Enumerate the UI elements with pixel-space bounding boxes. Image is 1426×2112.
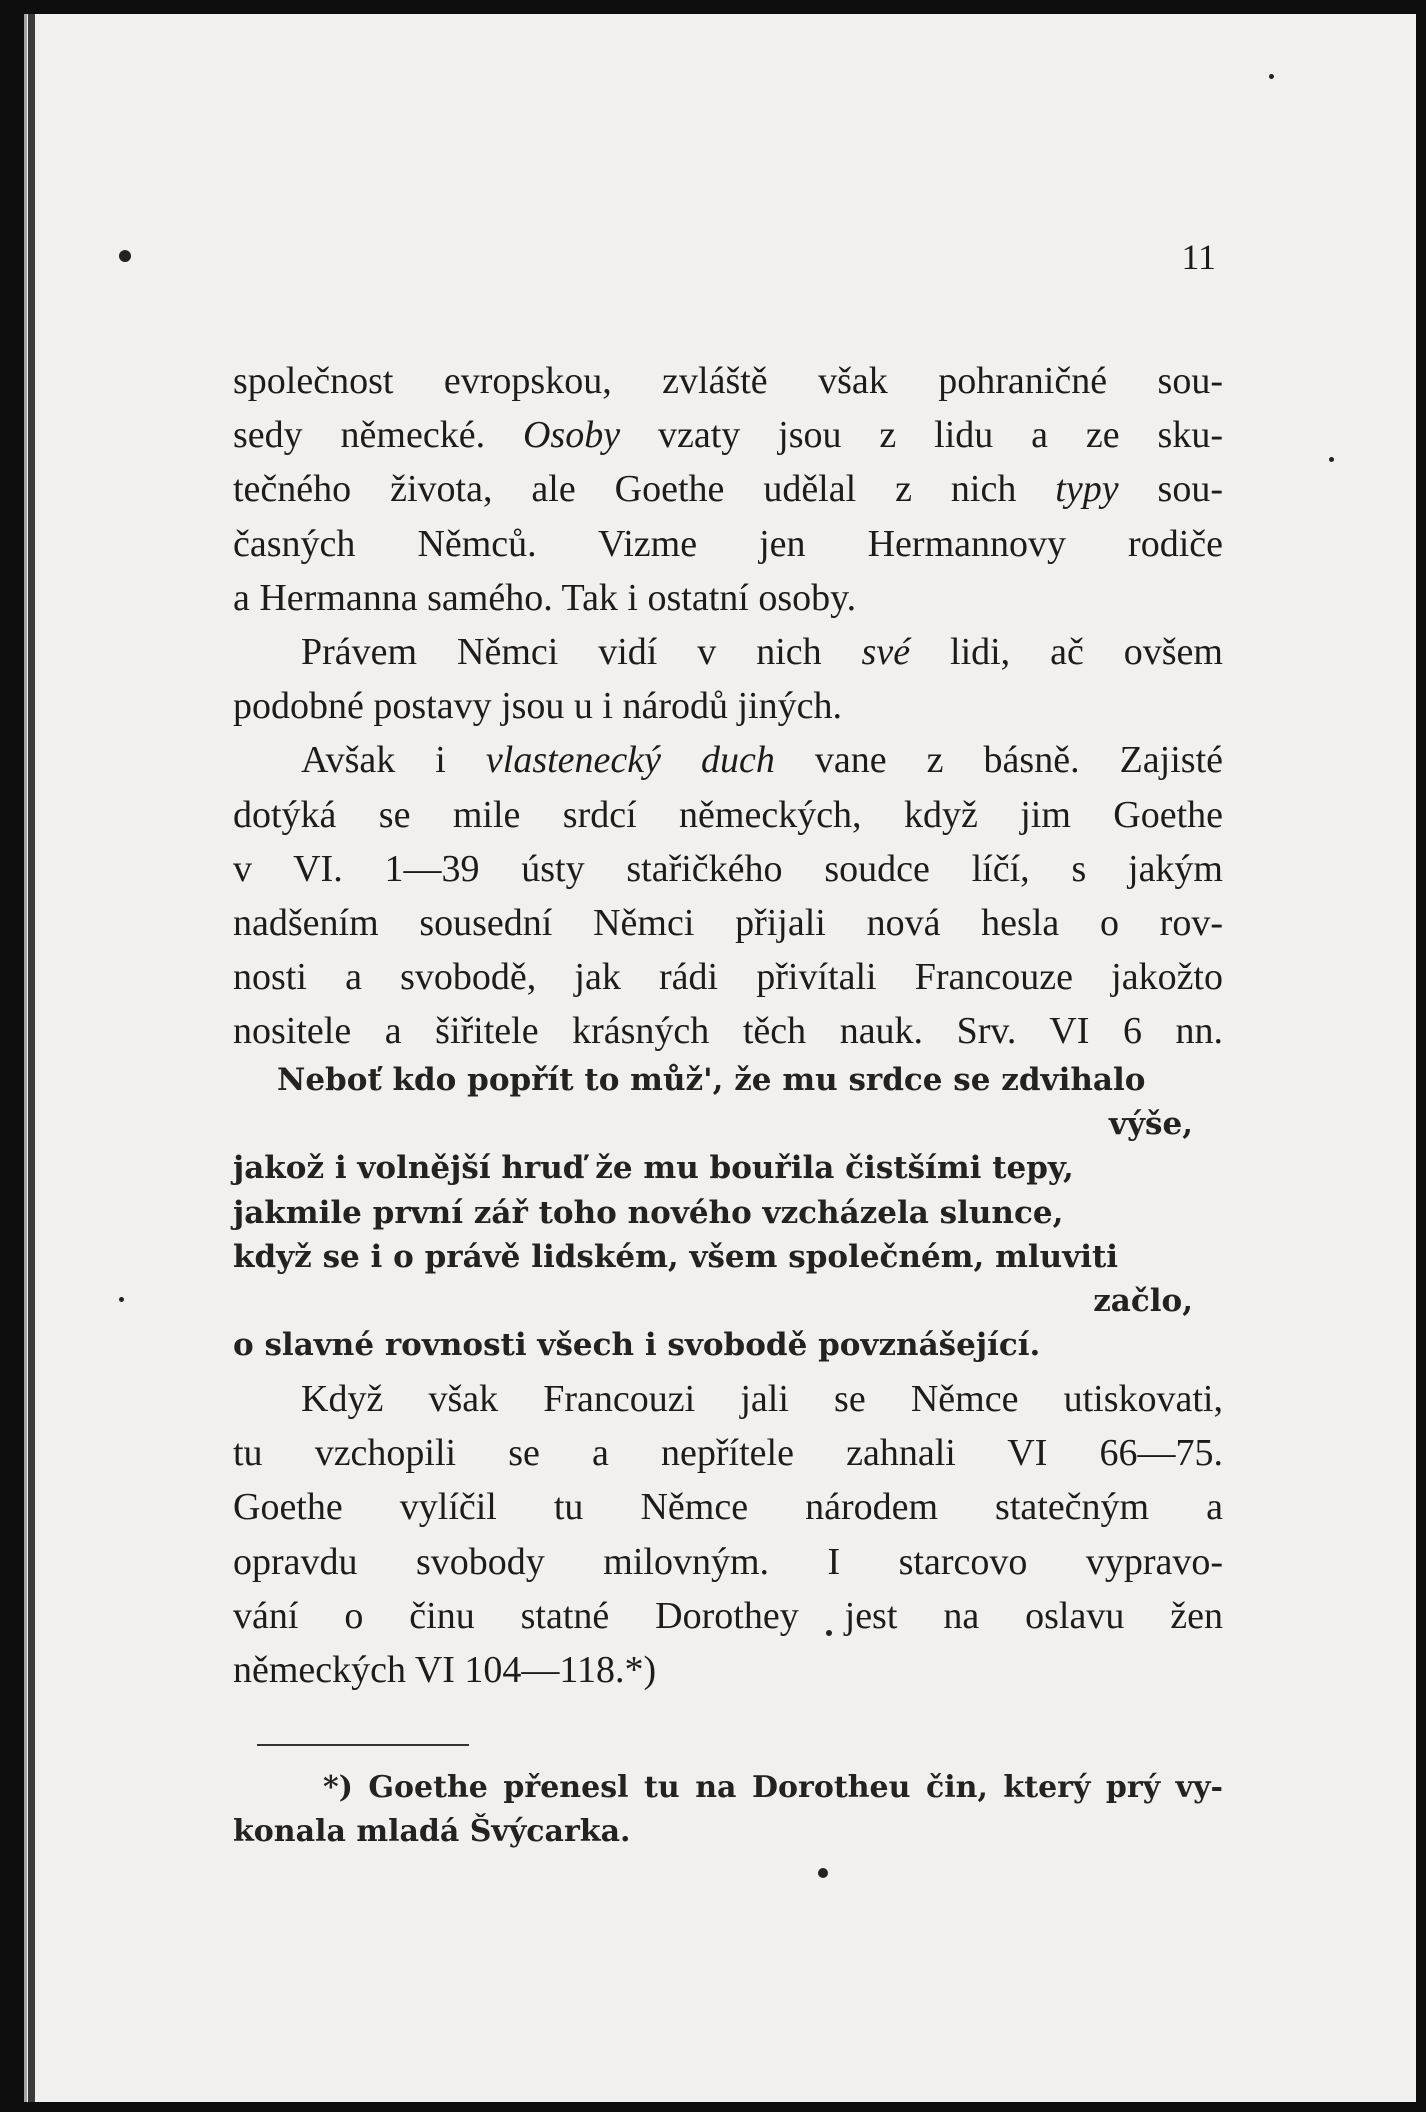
print-speck	[818, 1868, 828, 1878]
verse-line: když se i o právě lidském, všem společném, mluviti	[233, 1238, 1119, 1275]
verse-line: o slavné rovnosti všech i svobodě povznášející.	[233, 1327, 1041, 1364]
emphasis: své	[861, 630, 911, 673]
text-line: a Hermanna samého. Tak i ostatní osoby.	[233, 576, 857, 619]
text-line: Goethe vylíčil tu Němce národem statečným a	[233, 1486, 1223, 1529]
text-line: v VI. 1—39 ústy stařičkého soudce líčí, s jakým	[233, 847, 1223, 890]
page-number: 11	[1181, 237, 1216, 277]
text-line: Když však Francouzi jali se Němce utiskovati,	[301, 1378, 1223, 1420]
body-text-continued	[233, 1372, 1223, 1697]
verse-line: jakož i volnější hruď že mu bouřila čistšími tepy,	[233, 1150, 1074, 1187]
print-speck	[119, 250, 131, 262]
emphasis: typy	[1055, 468, 1119, 511]
footnote-rule	[257, 1744, 469, 1746]
text-line: Avšak i vlastenecký duch vane z básně. Zajisté	[301, 739, 1224, 782]
footnote-line: konala mladá Švýcarka.	[233, 1814, 631, 1849]
text-line: tečného života, ale Goethe udělal z nich typy sou-	[233, 468, 1223, 511]
binding-edge	[24, 14, 27, 2102]
text-line: dotýká se mile srdcí německých, když jim Goethe	[233, 793, 1223, 836]
verse-line: Neboť kdo popřít to můž', že mu srdce se zdvihalo	[277, 1062, 1146, 1098]
print-speck	[1269, 74, 1274, 79]
text-line: podobné postavy jsou u i národů jiných.	[233, 685, 842, 728]
book-page	[24, 14, 1416, 2102]
text-line: časných Němců. Vizme jen Hermannovy rodiče	[233, 522, 1223, 565]
verse-line-continuation: začlo,	[1093, 1282, 1193, 1319]
text-line: opravdu svobody milovným. I starcovo vypravo-	[233, 1540, 1223, 1583]
text-line: Právem Němci vidí v nich své lidi, ač ovšem	[301, 630, 1223, 673]
footnote-line: *) Goethe přenesl tu na Dorotheu čin, který prý vy-	[323, 1770, 1223, 1805]
text-line: nosti a svobodě, jak rádi přivítali Francouze jakožto	[233, 956, 1223, 999]
text-line: vání o činu statné Dorothey jest na oslavu žen	[233, 1594, 1223, 1637]
footnote	[233, 1766, 1223, 1854]
text-line: společnost evropskou, zvláště však pohraničné sou-	[233, 360, 1223, 402]
text-line: nadšením sousední Němci přijali nová hesla o rov-	[233, 901, 1223, 944]
emphasis: Osoby	[522, 414, 621, 457]
text-line: sedy německé. Osoby vzaty jsou z lidu a ze sku-	[233, 414, 1223, 457]
verse-line-continuation: výše,	[1109, 1106, 1193, 1143]
print-speck	[1329, 457, 1334, 462]
body-text	[233, 354, 1223, 1058]
verse-line: jakmile první zář toho nového vzcházela slunce,	[233, 1194, 1064, 1231]
quoted-verse	[233, 1058, 1193, 1367]
binding-shadow	[28, 14, 35, 2102]
print-speck	[119, 1297, 124, 1302]
text-line: tu vzchopili se a nepřítele zahnali VI 66—75.	[233, 1432, 1223, 1475]
text-line: německých VI 104—118.*)	[233, 1648, 657, 1691]
emphasis: vlastenecký duch	[485, 739, 775, 782]
text-line: nositele a šiřitele krásných těch nauk. Srv. VI 6 nn.	[233, 1010, 1223, 1053]
